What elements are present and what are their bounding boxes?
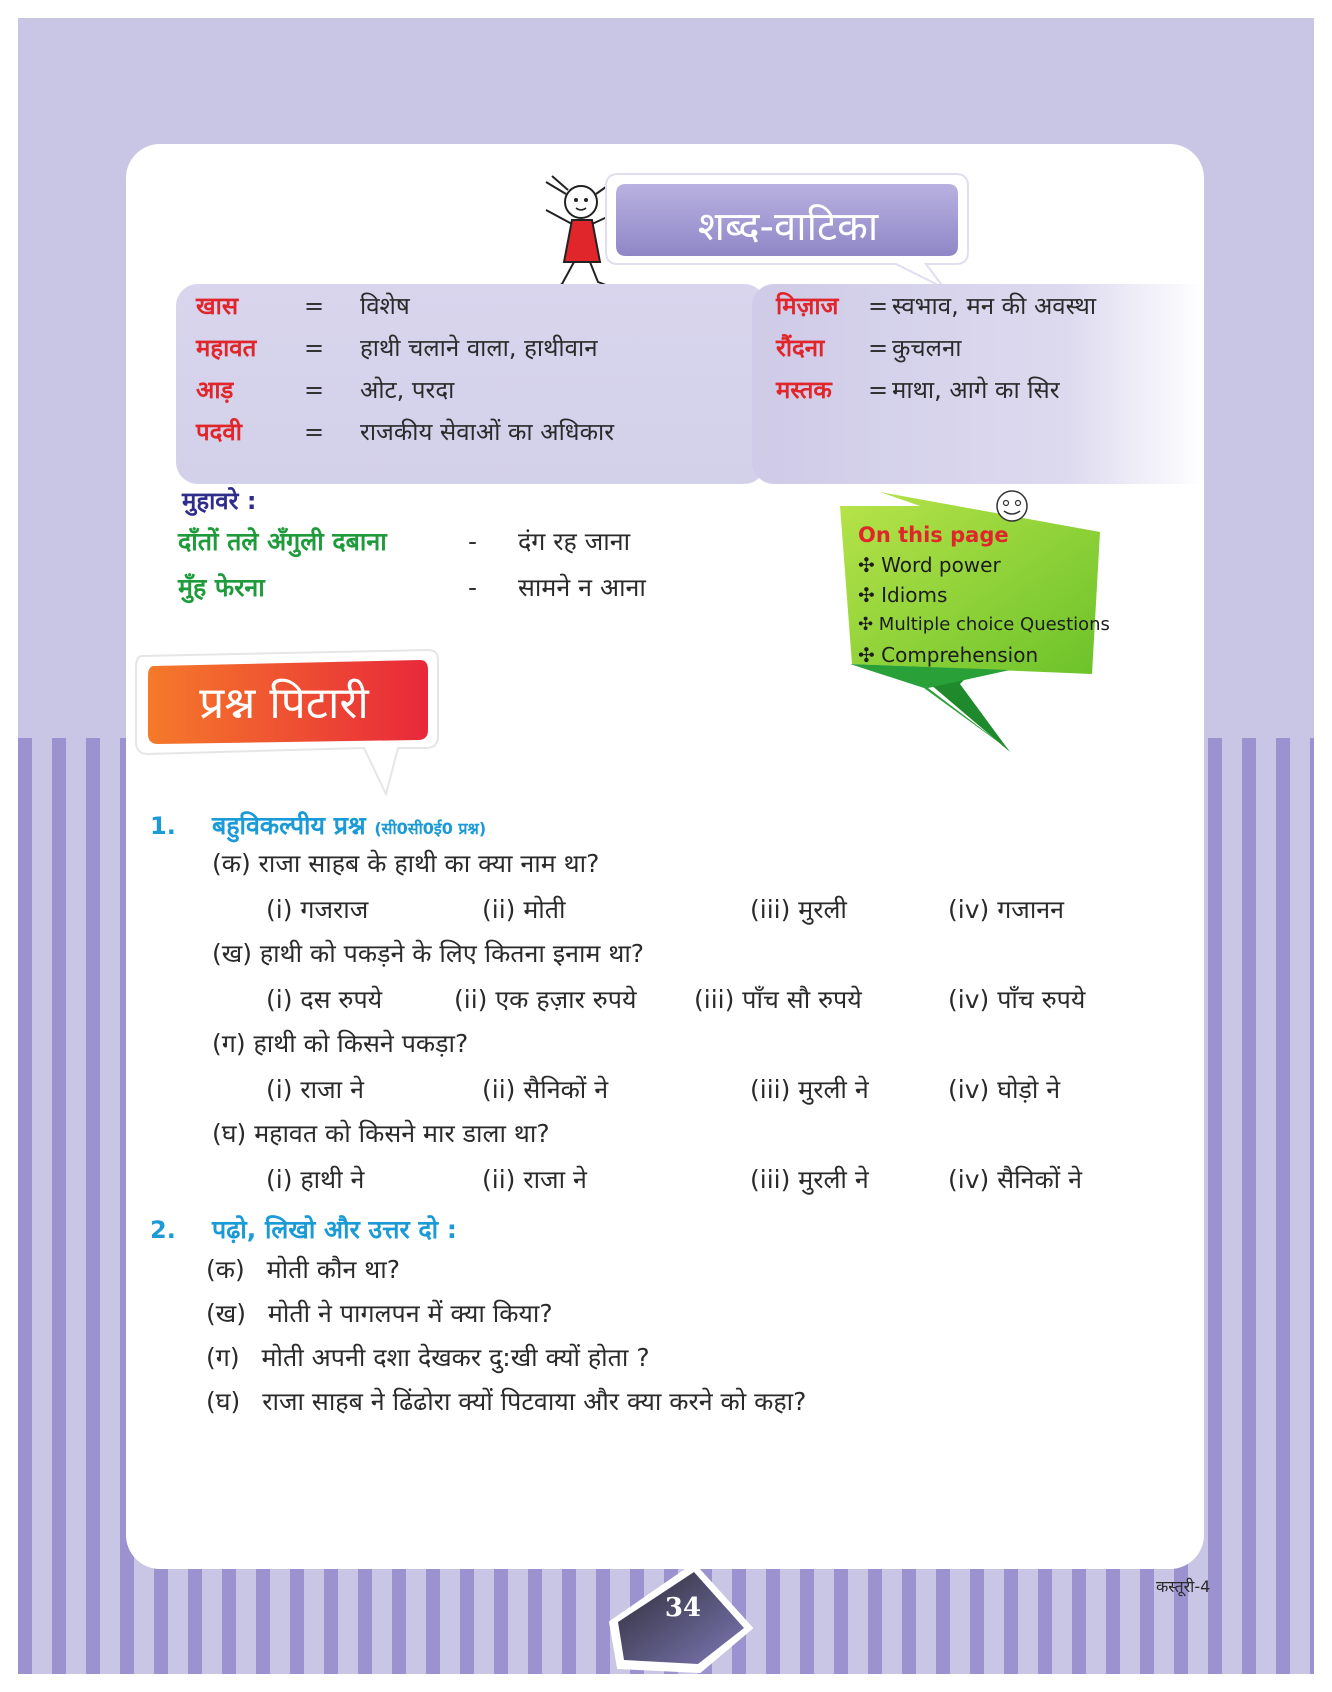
question-text: मोती अपनी दशा देखकर दु:खी क्यों होता ? xyxy=(261,1343,650,1372)
section-banner-title: प्रश्न पिटारी xyxy=(199,678,369,729)
word-row xyxy=(196,328,736,368)
idioms-heading: मुहावरे : xyxy=(182,487,257,515)
word-term: मिज़ाज xyxy=(776,292,839,320)
question-number: 2. xyxy=(150,1216,176,1244)
mcq-option: (iv) सैनिकों ने xyxy=(948,1165,1082,1194)
on-this-page-item: ✣ Word power xyxy=(858,553,1001,577)
word-term: रौंदना xyxy=(776,334,825,362)
word-meaning: राजकीय सेवाओं का अधिकार xyxy=(360,418,615,446)
mcq-question: (ग) हाथी को किसने पकड़ा? xyxy=(212,1029,469,1058)
word-term: मस्तक xyxy=(776,376,832,404)
word-term: खास xyxy=(196,292,239,320)
idiom-term: दाँतों तले अँगुली दबाना xyxy=(178,527,387,556)
mcq-option: (iv) गजानन xyxy=(948,895,1065,924)
page-title: शब्द-वाटिका xyxy=(697,204,879,250)
question-text: मोती कौन था? xyxy=(266,1255,400,1284)
equals-sign: = xyxy=(304,334,325,362)
content-card xyxy=(126,144,1204,1569)
word-row xyxy=(196,370,736,410)
word-meaning: स्वभाव, मन की अवस्था xyxy=(892,292,1097,320)
mcq-option: (iii) मुरली ने xyxy=(750,1165,869,1194)
question-label: (ख) xyxy=(206,1299,246,1328)
word-term: आड़ xyxy=(196,376,234,404)
mcq-option: (ii) मोती xyxy=(482,895,566,924)
question-label: (क) xyxy=(206,1255,245,1284)
comprehension-question xyxy=(206,1338,650,1378)
question-text: राजा साहब ने ढिंढोरा क्यों पिटवाया और क्या करने को कहा? xyxy=(262,1387,807,1416)
question-label: (घ) xyxy=(206,1387,241,1416)
mcq-option: (iii) पाँच सौ रुपये xyxy=(694,985,862,1014)
on-this-page-list xyxy=(858,520,1110,670)
mcq-option: (ii) एक हज़ार रुपये xyxy=(454,985,637,1014)
word-term: महावत xyxy=(196,334,257,362)
on-this-page-item: ✣ Comprehension xyxy=(858,643,1039,667)
idiom-term: मुँह फेरना xyxy=(178,573,265,602)
word-meaning: ओट, परदा xyxy=(360,376,455,404)
equals-sign: = xyxy=(868,334,889,362)
page-frame xyxy=(18,18,1314,1674)
word-term: पदवी xyxy=(196,418,242,446)
mcq-option: (i) दस रुपये xyxy=(266,985,383,1014)
word-row xyxy=(196,412,736,452)
equals-sign: = xyxy=(868,292,889,320)
equals-sign: = xyxy=(304,418,325,446)
book-name: कस्तूरी-4 xyxy=(1156,1577,1211,1596)
question-label: (ग) xyxy=(206,1343,240,1372)
mcq-option: (ii) सैनिकों ने xyxy=(482,1075,609,1104)
equals-sign: = xyxy=(304,376,325,404)
mcq-option: (iv) घोड़ो ने xyxy=(948,1075,1061,1104)
mcq-question: (घ) महावत को किसने मार डाला था? xyxy=(212,1119,550,1148)
word-row xyxy=(776,370,1196,410)
mcq-question: (ख) हाथी को पकड़ने के लिए कितना इनाम था? xyxy=(212,939,645,968)
on-this-page-item: ✣ Multiple choice Questions xyxy=(858,614,1110,635)
idiom-dash: - xyxy=(468,573,478,602)
comprehension-question xyxy=(206,1382,806,1422)
word-row xyxy=(776,328,1196,368)
equals-sign: = xyxy=(304,292,325,320)
mcq-option: (i) राजा ने xyxy=(266,1075,364,1104)
mcq-option: (iii) मुरली ने xyxy=(750,1075,869,1104)
idiom-meaning: दंग रह जाना xyxy=(518,527,631,556)
equals-sign: = xyxy=(868,376,889,404)
question-subtitle: (सी0सी0ई0 प्रश्न) xyxy=(374,819,487,838)
mcq-option: (iv) पाँच रुपये xyxy=(948,985,1086,1014)
on-this-page-title: On this page xyxy=(858,523,1009,547)
on-this-page-item: ✣ Idioms xyxy=(858,583,948,607)
mcq-question: (क) राजा साहब के हाथी का क्या नाम था? xyxy=(212,849,600,878)
idiom-meaning: सामने न आना xyxy=(518,573,646,602)
idiom-row xyxy=(178,522,738,562)
word-row xyxy=(776,286,1196,326)
question-number: 1. xyxy=(150,812,176,840)
idiom-row xyxy=(178,568,738,608)
smiley-face-icon xyxy=(997,491,1027,521)
mcq-option: (iii) मुरली xyxy=(750,895,847,924)
question-title: पढ़ो, लिखो और उत्तर दो : xyxy=(212,1215,457,1244)
mcq-option: (ii) राजा ने xyxy=(482,1165,587,1194)
mcq-option: (i) गजराज xyxy=(266,895,369,924)
question-text: मोती ने पागलपन में क्या किया? xyxy=(267,1299,553,1328)
page-number: 34 xyxy=(664,1593,702,1623)
question-title-text: बहुविकल्पीय प्रश्न xyxy=(212,811,366,840)
word-meaning: विशेष xyxy=(360,292,410,320)
word-meaning: माथा, आगे का सिर xyxy=(892,376,1060,404)
idiom-dash: - xyxy=(468,527,478,556)
comprehension-question xyxy=(206,1294,553,1334)
question-title xyxy=(212,808,486,842)
word-meaning: हाथी चलाने वाला, हाथीवान xyxy=(360,334,598,362)
comprehension-question xyxy=(206,1250,400,1290)
mcq-option: (i) हाथी ने xyxy=(266,1165,365,1194)
word-row xyxy=(196,286,736,326)
word-meaning: कुचलना xyxy=(892,334,962,362)
